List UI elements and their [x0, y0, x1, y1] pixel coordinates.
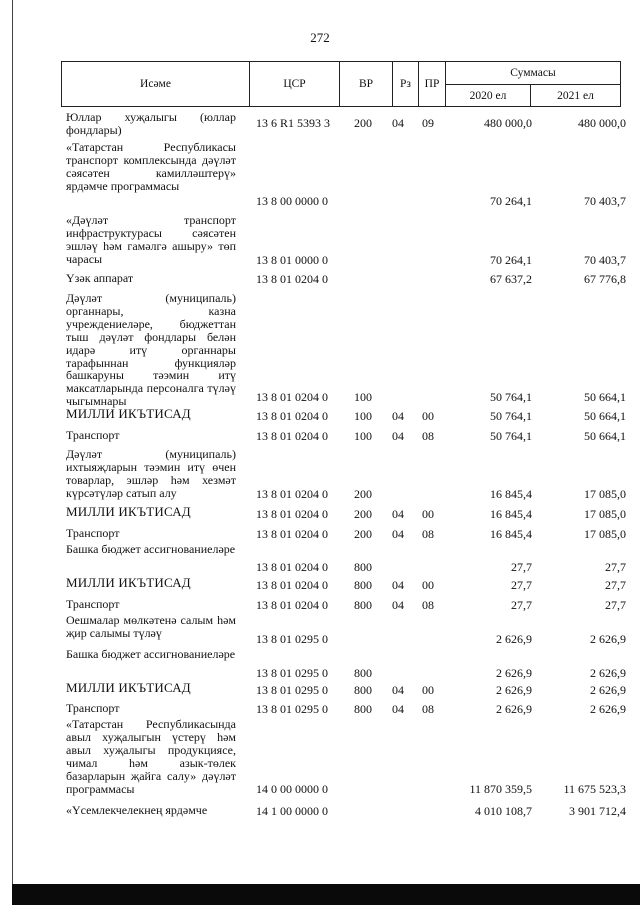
row-csr: 13 8 01 0295 0: [256, 666, 328, 680]
row-csr: 13 8 01 0204 0: [256, 272, 328, 286]
row-rz: 04: [392, 409, 404, 423]
table-row: [0, 541, 640, 574]
row-csr: 13 8 01 0204 0: [256, 578, 328, 592]
table-row: [0, 111, 640, 137]
row-pr: 00: [422, 507, 434, 521]
row-sum-2021: 2 626,9: [590, 632, 626, 646]
row-name: Оешмалар мөлкәтенә салым һәм җир салымы түләү: [66, 613, 236, 640]
row-sum-2020: 50 764,1: [490, 390, 532, 404]
row-sum-2020: 50 764,1: [490, 429, 532, 443]
table-row: [0, 446, 640, 501]
row-csr: 13 6 R1 5393 3: [256, 116, 331, 130]
row-vr: 100: [354, 429, 372, 443]
row-csr: 13 8 01 0295 0: [256, 632, 328, 646]
row-sum-2020: 16 845,4: [490, 527, 532, 541]
row-sum-2021: 70 403,7: [584, 194, 626, 208]
header-vr: ВР: [340, 62, 393, 106]
header-csr: ЦСР: [250, 62, 340, 106]
row-sum-2021: 17 085,0: [584, 487, 626, 501]
row-sum-2020: 50 764,1: [490, 409, 532, 423]
header-year-2021: 2021 ел: [557, 90, 594, 102]
header-name: Исәме: [62, 62, 250, 106]
row-csr: 13 8 01 0204 0: [256, 429, 328, 443]
row-sum-2021: 3 901 712,4: [569, 804, 626, 818]
row-name: Транспорт: [66, 526, 120, 540]
table-row: [0, 209, 640, 267]
row-csr: 13 8 01 0204 0: [256, 487, 328, 501]
row-pr: 00: [422, 578, 434, 592]
table-row: [0, 647, 640, 680]
table-row: [0, 270, 640, 286]
row-name: Транспорт: [66, 428, 120, 442]
row-vr: 100: [354, 390, 372, 404]
row-csr: 14 0 00 0000 0: [256, 782, 328, 796]
row-rz: 04: [392, 527, 404, 541]
row-name: «Үсемлекчелекнең ярдәмче: [66, 803, 208, 817]
row-csr: 14 1 00 0000 0: [256, 804, 328, 818]
row-sum-2020: 4 010 108,7: [475, 804, 532, 818]
row-sum-2020: 2 626,9: [496, 683, 532, 697]
row-csr: 13 8 01 0295 0: [256, 683, 328, 697]
row-rz: 04: [392, 702, 404, 716]
row-csr: 13 8 01 0204 0: [256, 560, 328, 574]
row-name: «Татарстан Республикасында авыл хуҗалыгын үстерү һәм авыл хуҗалыгы продукциясе, чимал һәм азык-төлек базарларын җайга салу» дәүләт программасы: [66, 717, 236, 796]
table-row: [0, 596, 640, 612]
row-sum-2021: 67 776,8: [584, 272, 626, 286]
row-sum-2020: 2 626,9: [496, 666, 532, 680]
row-rz: 04: [392, 683, 404, 697]
row-csr: 13 8 01 0204 0: [256, 598, 328, 612]
table-row: [0, 700, 640, 716]
table-row: [0, 287, 640, 409]
row-sum-2021: 2 626,9: [590, 683, 626, 697]
row-name: Башка бюджет ассигнованиеләре: [66, 542, 236, 556]
header-pr: ПР: [419, 62, 446, 106]
row-sum-2020: 27,7: [511, 560, 532, 574]
row-csr: 13 8 01 0000 0: [256, 253, 328, 267]
row-sum-2021: 480 000,0: [578, 116, 626, 130]
row-vr: 200: [354, 116, 372, 130]
row-rz: 04: [392, 578, 404, 592]
row-rz: 04: [392, 429, 404, 443]
row-name: Транспорт: [66, 701, 120, 715]
row-name: МИЛЛИ ИКЪТИСАД: [66, 680, 191, 695]
row-sum-2020: 67 637,2: [490, 272, 532, 286]
row-csr: 13 8 01 0204 0: [256, 507, 328, 521]
row-name: МИЛЛИ ИКЪТИСАД: [66, 504, 191, 519]
row-pr: 08: [422, 598, 434, 612]
table-row: [0, 525, 640, 541]
row-rz: 04: [392, 116, 404, 130]
row-name: Башка бюджет ассигнованиеләре: [66, 647, 236, 661]
header-rz: Рз: [393, 62, 419, 106]
row-sum-2021: 27,7: [605, 560, 626, 574]
row-pr: 09: [422, 116, 434, 130]
row-vr: 200: [354, 527, 372, 541]
row-csr: 13 8 01 0204 0: [256, 409, 328, 423]
row-rz: 04: [392, 598, 404, 612]
header-year-2020: 2020 ел: [446, 85, 531, 107]
row-name: МИЛЛИ ИКЪТИСАД: [66, 406, 191, 421]
row-csr: 13 8 01 0204 0: [256, 390, 328, 404]
row-vr: 200: [354, 507, 372, 521]
row-sum-2021: 2 626,9: [590, 666, 626, 680]
table-row: [0, 802, 640, 818]
row-sum-2020: 70 264,1: [490, 194, 532, 208]
row-vr: 800: [354, 578, 372, 592]
row-sum-2020: 480 000,0: [484, 116, 532, 130]
row-vr: 800: [354, 666, 372, 680]
row-sum-2021: 50 664,1: [584, 409, 626, 423]
row-sum-2021: 27,7: [605, 598, 626, 612]
scan-bottom-edge: [12, 884, 640, 905]
table-row: [0, 505, 640, 521]
row-sum-2020: 16 845,4: [490, 487, 532, 501]
row-sum-2020: 27,7: [511, 578, 532, 592]
row-name: Үзәк аппарат: [66, 271, 134, 285]
table-row: [0, 681, 640, 697]
row-name: «Дәүләт транспорт инфраструктурасы сәясәтен эшләү һәм гамәлгә ашыру» төп чарасы: [66, 213, 236, 266]
row-csr: 13 8 01 0204 0: [256, 527, 328, 541]
row-name: МИЛЛИ ИКЪТИСАД: [66, 575, 191, 590]
row-vr: 800: [354, 683, 372, 697]
row-sum-2021: 11 675 523,3: [563, 782, 626, 796]
table-header: [61, 61, 621, 107]
table-row: [0, 407, 640, 423]
row-vr: 800: [354, 702, 372, 716]
row-pr: 00: [422, 409, 434, 423]
row-vr: 800: [354, 560, 372, 574]
header-sums: Суммасы: [446, 62, 620, 85]
row-sum-2020: 27,7: [511, 598, 532, 612]
row-vr: 800: [354, 598, 372, 612]
row-pr: 08: [422, 429, 434, 443]
row-sum-2021: 50 664,1: [584, 390, 626, 404]
row-sum-2020: 70 264,1: [490, 253, 532, 267]
row-pr: 08: [422, 527, 434, 541]
row-name: Дәүләт (муниципаль) ихтыяҗларын тәэмин итү өчен товарлар, эшләр һәм хезмәт күрсәтүләр сатып алу: [66, 447, 236, 500]
table-row: [0, 138, 640, 208]
row-name: Дәүләт (муниципаль) органнары, казна учреждениеләре, бюджеттан тыш дәүләт фондлары белән идарә итү органнары тарафыннан функцияләр башкаруны тәэмин итү максатларында персоналга түләү чыгымнары: [66, 291, 236, 409]
row-pr: 08: [422, 702, 434, 716]
row-sum-2021: 2 626,9: [590, 702, 626, 716]
row-sum-2021: 70 403,7: [584, 253, 626, 267]
table-row: [0, 716, 640, 796]
table-row: [0, 576, 640, 592]
row-sum-2021: 17 085,0: [584, 507, 626, 521]
row-rz: 04: [392, 507, 404, 521]
row-sum-2020: 11 870 359,5: [469, 782, 532, 796]
row-pr: 00: [422, 683, 434, 697]
row-csr: 13 8 00 0000 0: [256, 194, 328, 208]
row-sum-2020: 16 845,4: [490, 507, 532, 521]
row-sum-2021: 50 664,1: [584, 429, 626, 443]
row-name: Юллар хуҗалыгы (юллар фондлары): [66, 110, 236, 137]
row-name: Транспорт: [66, 597, 120, 611]
row-vr: 200: [354, 487, 372, 501]
page-number: 272: [310, 30, 330, 45]
row-sum-2020: 2 626,9: [496, 632, 532, 646]
row-vr: 100: [354, 409, 372, 423]
table-row: [0, 613, 640, 646]
row-name: «Татарстан Республикасы транспорт комплексында дәүләт сәясәтен камилләштерү» ярдәмче программасы: [66, 140, 236, 193]
row-csr: 13 8 01 0295 0: [256, 702, 328, 716]
row-sum-2021: 17 085,0: [584, 527, 626, 541]
table-row: [0, 427, 640, 443]
row-sum-2021: 27,7: [605, 578, 626, 592]
row-sum-2020: 2 626,9: [496, 702, 532, 716]
